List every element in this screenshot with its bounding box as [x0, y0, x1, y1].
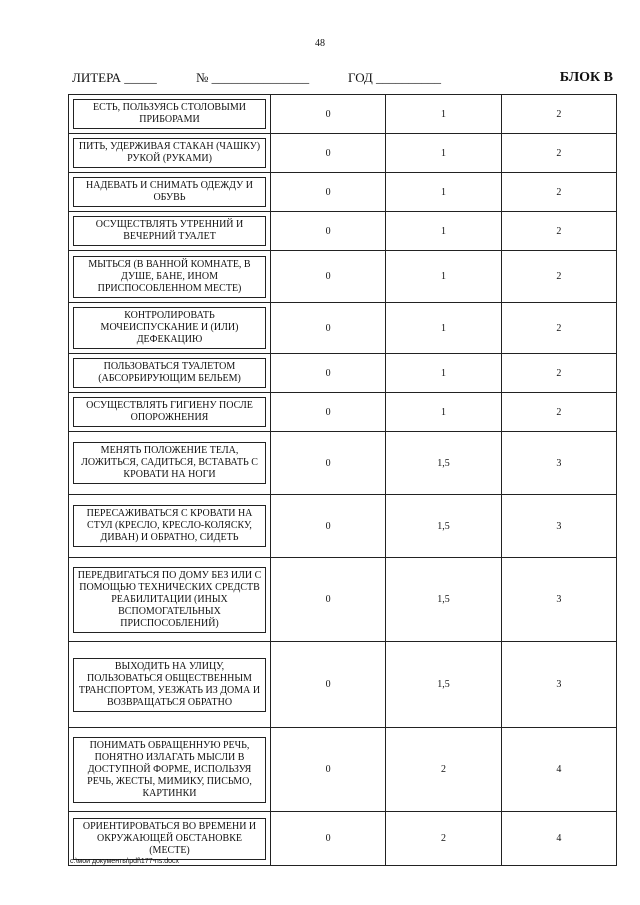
table-row [69, 134, 617, 173]
score-cell: 1 [386, 303, 501, 354]
score-cell: 1 [386, 173, 501, 212]
table-row [69, 642, 617, 728]
score-cell: 0 [271, 95, 386, 134]
score-cell: 1,5 [386, 432, 501, 495]
score-cell: 1 [386, 134, 501, 173]
score-cell: 3 [501, 432, 616, 495]
row-label: ВЫХОДИТЬ НА УЛИЦУ, ПОЛЬЗОВАТЬСЯ ОБЩЕСТВЕННЫМ ТРАНСПОРТОМ, УЕЗЖАТЬ ИЗ ДОМА И ВОЗВРАЩАТЬСЯ ОБРАТНО [73, 658, 266, 712]
row-label-cell [69, 728, 271, 812]
score-cell: 0 [271, 558, 386, 642]
row-label: КОНТРОЛИРОВАТЬ МОЧЕИСПУСКАНИЕ И (ИЛИ) ДЕФЕКАЦИЮ [73, 307, 266, 349]
score-cell: 3 [501, 495, 616, 558]
score-cell: 4 [501, 812, 616, 866]
score-cell: 3 [501, 558, 616, 642]
row-label-cell [69, 495, 271, 558]
row-label: МЕНЯТЬ ПОЛОЖЕНИЕ ТЕЛА, ЛОЖИТЬСЯ, САДИТЬСЯ, ВСТАВАТЬ С КРОВАТИ НА НОГИ [73, 442, 266, 484]
score-cell: 1 [386, 393, 501, 432]
row-label-cell [69, 95, 271, 134]
row-label-cell [69, 134, 271, 173]
row-label: ЕСТЬ, ПОЛЬЗУЯСЬ СТОЛОВЫМИ ПРИБОРАМИ [73, 99, 266, 129]
score-cell: 2 [501, 393, 616, 432]
row-label-cell [69, 212, 271, 251]
row-label: НАДЕВАТЬ И СНИМАТЬ ОДЕЖДУ И ОБУВЬ [73, 177, 266, 207]
row-label: МЫТЬСЯ (В ВАННОЙ КОМНАТЕ, В ДУШЕ, БАНЕ, ИНОМ ПРИСПОСОБЛЕННОМ МЕСТЕ) [73, 256, 266, 298]
year-field: ГОД __________ [348, 70, 442, 85]
score-cell: 0 [271, 393, 386, 432]
assessment-table [68, 94, 617, 866]
score-cell: 2 [501, 173, 616, 212]
table-row [69, 303, 617, 354]
score-cell: 2 [386, 728, 501, 812]
row-label-cell [69, 354, 271, 393]
score-cell: 0 [271, 642, 386, 728]
score-cell: 0 [271, 303, 386, 354]
number-field: № _______________ [196, 70, 310, 85]
score-cell: 2 [501, 134, 616, 173]
table-row [69, 393, 617, 432]
score-cell: 1,5 [386, 642, 501, 728]
file-path-footer: c:\мои документы\pdf\177-ns.docx [70, 858, 180, 865]
score-cell: 1 [386, 251, 501, 303]
row-label: ПОЛЬЗОВАТЬСЯ ТУАЛЕТОМ (АБСОРБИРУЮЩИМ БЕЛЬЕМ) [73, 358, 266, 388]
score-cell: 0 [271, 212, 386, 251]
table-row [69, 251, 617, 303]
block-title: БЛОК В [559, 70, 613, 85]
row-label: ПЕРЕДВИГАТЬСЯ ПО ДОМУ БЕЗ ИЛИ С ПОМОЩЬЮ ТЕХНИЧЕСКИХ СРЕДСТВ РЕАБИЛИТАЦИИ (ИНЫХ ВСПОМОГАТЕЛЬНЫХ ПРИСПОСОБЛЕНИЙ) [73, 567, 266, 633]
row-label-cell [69, 303, 271, 354]
score-cell: 0 [271, 134, 386, 173]
litera-field: ЛИТЕРА _____ [72, 70, 157, 85]
score-cell: 1,5 [386, 495, 501, 558]
table-row [69, 558, 617, 642]
row-label: ПЕРЕСАЖИВАТЬСЯ С КРОВАТИ НА СТУЛ (КРЕСЛО, КРЕСЛО-КОЛЯСКУ, ДИВАН) И ОБРАТНО, СИДЕТЬ [73, 505, 266, 547]
table-row [69, 432, 617, 495]
score-cell: 1 [386, 212, 501, 251]
table-row [69, 728, 617, 812]
table-row [69, 95, 617, 134]
form-header [72, 70, 617, 88]
score-cell: 1 [386, 354, 501, 393]
score-cell: 0 [271, 173, 386, 212]
score-cell: 0 [271, 728, 386, 812]
score-cell: 3 [501, 642, 616, 728]
row-label: ОРИЕНТИРОВАТЬСЯ ВО ВРЕМЕНИ И ОКРУЖАЮЩЕЙ ОБСТАНОВКЕ (МЕСТЕ) [73, 818, 266, 860]
score-cell: 1 [386, 95, 501, 134]
row-label-cell [69, 642, 271, 728]
table-row [69, 495, 617, 558]
table-row [69, 354, 617, 393]
row-label-cell [69, 251, 271, 303]
row-label-cell [69, 393, 271, 432]
table-row [69, 212, 617, 251]
row-label-cell [69, 173, 271, 212]
row-label-cell [69, 432, 271, 495]
score-cell: 2 [501, 251, 616, 303]
score-cell: 0 [271, 495, 386, 558]
score-cell: 0 [271, 251, 386, 303]
row-label: ОСУЩЕСТВЛЯТЬ ГИГИЕНУ ПОСЛЕ ОПОРОЖНЕНИЯ [73, 397, 266, 427]
table-row [69, 173, 617, 212]
score-cell: 0 [271, 432, 386, 495]
score-cell: 0 [271, 354, 386, 393]
score-cell: 2 [386, 812, 501, 866]
row-label: ПОНИМАТЬ ОБРАЩЕННУЮ РЕЧЬ, ПОНЯТНО ИЗЛАГАТЬ МЫСЛИ В ДОСТУПНОЙ ФОРМЕ, ИСПОЛЬЗУЯ РЕЧЬ, ЖЕСТЫ, МИМИКУ, ПИСЬМО, КАРТИНКИ [73, 737, 266, 803]
score-cell: 2 [501, 212, 616, 251]
row-label: ОСУЩЕСТВЛЯТЬ УТРЕННИЙ И ВЕЧЕРНИЙ ТУАЛЕТ [73, 216, 266, 246]
score-cell: 1,5 [386, 558, 501, 642]
score-cell: 0 [271, 812, 386, 866]
row-label: ПИТЬ, УДЕРЖИВАЯ СТАКАН (ЧАШКУ) РУКОЙ (РУКАМИ) [73, 138, 266, 168]
score-cell: 2 [501, 95, 616, 134]
page-number: 48 [315, 38, 325, 49]
score-cell: 2 [501, 303, 616, 354]
score-cell: 2 [501, 354, 616, 393]
row-label-cell [69, 558, 271, 642]
score-cell: 4 [501, 728, 616, 812]
